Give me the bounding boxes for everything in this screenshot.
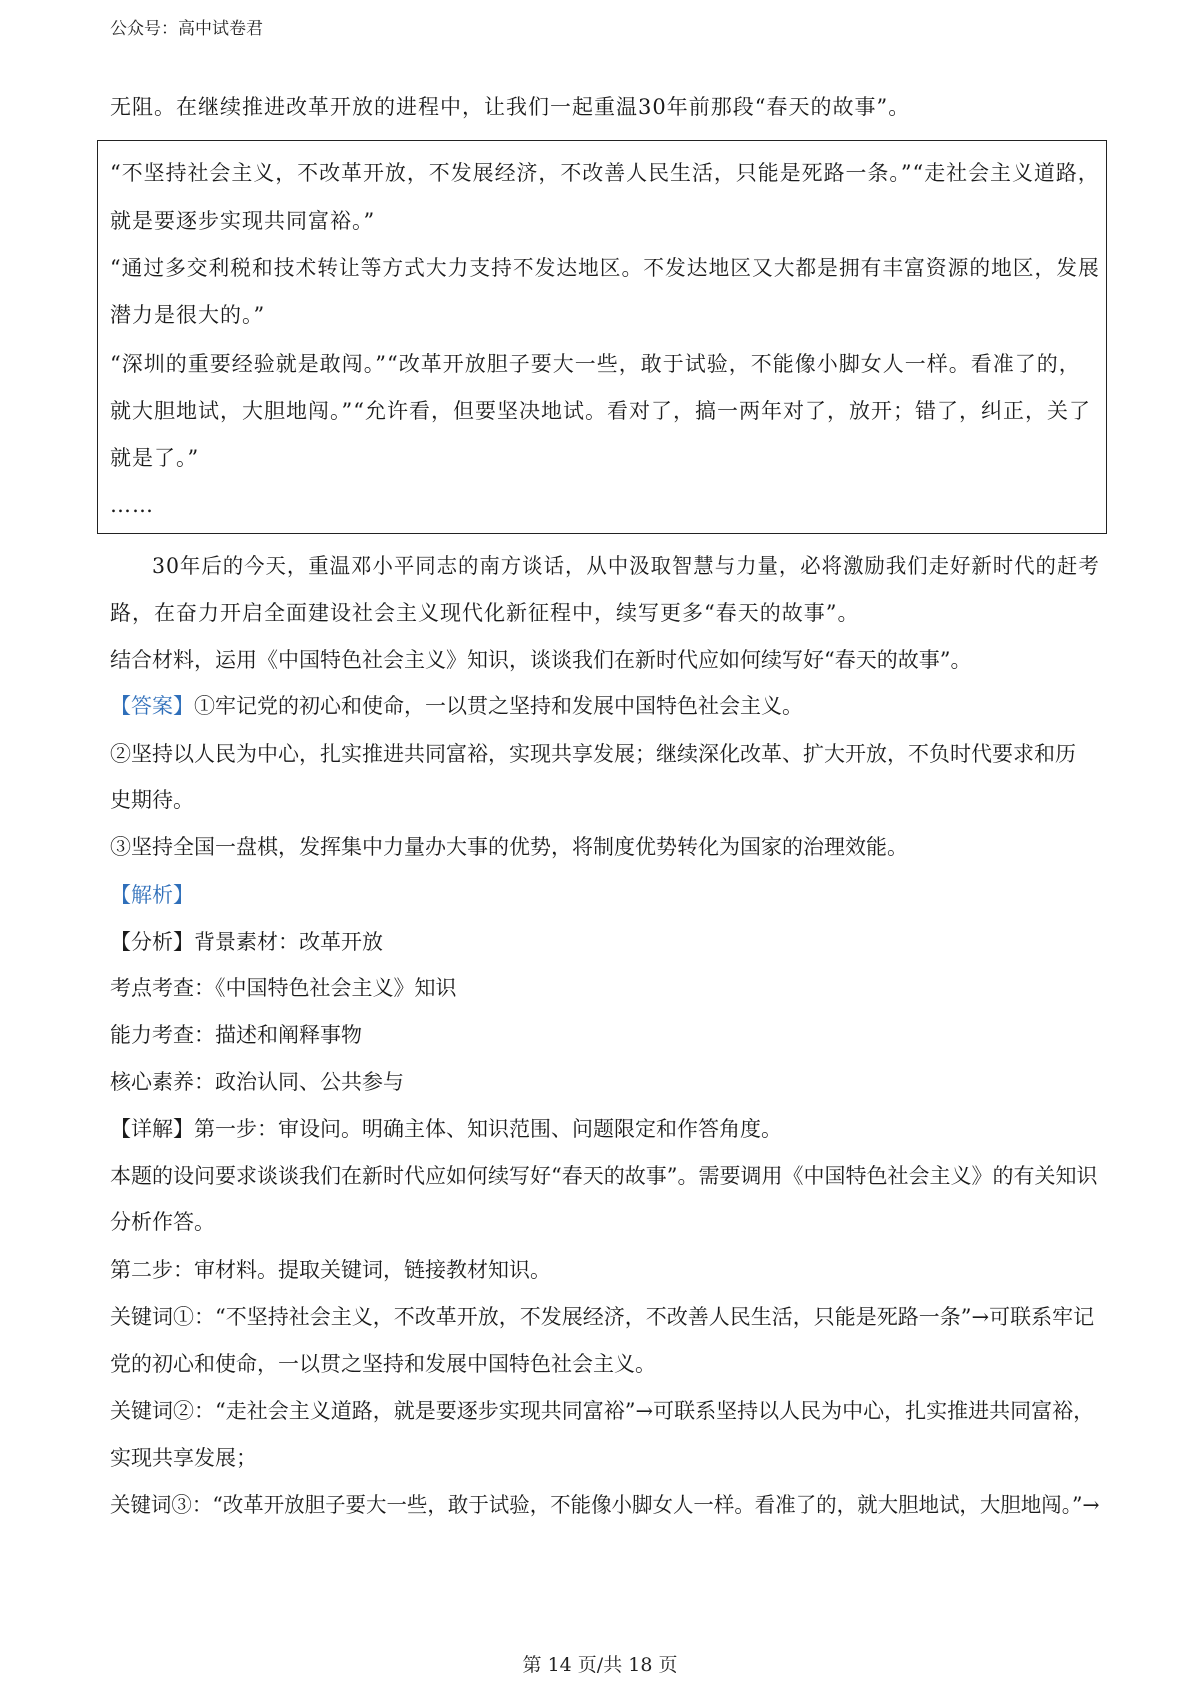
analysis-line: 关键词③：“改革开放胆子要大一些，敢于试验，不能像小脚女人一样。看准了的，就大胆地试，大胆地闯。”→ bbox=[110, 1493, 1100, 1517]
answer-item-3: ③坚持全国一盘棋，发挥集中力量办大事的优势，将制度优势转化为国家的治理效能。 bbox=[110, 835, 908, 859]
question-text: 结合材料，运用《中国特色社会主义》知识，谈谈我们在新时代应如何续写好“春天的故事”。 bbox=[110, 648, 972, 672]
analysis-line: 【详解】第一步：审设问。明确主体、知识范围、问题限定和作答角度。 bbox=[110, 1117, 782, 1141]
quote-line: “不坚持社会主义，不改革开放，不发展经济，不改善人民生活，只能是死路一条。”“走社会主义道路， bbox=[110, 161, 1100, 185]
answer-tag: 【答案】 bbox=[110, 694, 194, 718]
quote-line: 就大胆地试，大胆地闯。”“允许看，但要坚决地试。看对了，搞一两年对了，放开；错了，纠正，关了 bbox=[110, 399, 1091, 423]
analysis-line: 分析作答。 bbox=[110, 1210, 215, 1234]
analysis-line: 考点考查：《中国特色社会主义》知识 bbox=[110, 976, 457, 1000]
analysis-line: 【分析】背景素材：改革开放 bbox=[110, 930, 383, 954]
analysis-line: 实现共享发展； bbox=[110, 1446, 257, 1470]
answer-line bbox=[110, 691, 803, 721]
analysis-line: 党的初心和使命，一以贯之坚持和发展中国特色社会主义。 bbox=[110, 1352, 656, 1376]
answer-item-2: ②坚持以人民为中心，扎实推进共同富裕，实现共享发展；继续深化改革、扩大开放，不负时代要求和历 bbox=[110, 742, 1076, 766]
analysis-line: 核心素养：政治认同、公共参与 bbox=[110, 1070, 404, 1094]
quote-line: 就是要逐步实现共同富裕。” bbox=[110, 209, 376, 233]
analysis-line: 关键词②：“走社会主义道路，就是要逐步实现共同富裕”→可联系坚持以人民为中心，扎实推进共同富裕， bbox=[110, 1399, 1095, 1423]
quote-line: 潜力是很大的。” bbox=[110, 303, 266, 327]
analysis-line: 能力考查：描述和阐释事物 bbox=[110, 1023, 362, 1047]
watermark-header: 公众号：高中试卷君 bbox=[110, 19, 263, 39]
analysis-line: 第二步：审材料。提取关键词，链接教材知识。 bbox=[110, 1258, 551, 1282]
quote-ellipsis: …… bbox=[110, 493, 154, 517]
answer-item-2-cont: 史期待。 bbox=[110, 788, 194, 812]
analysis-line: 关键词①：“不坚持社会主义，不改革开放，不发展经济，不改善人民生活，只能是死路一条”→可联系牢记 bbox=[110, 1305, 1095, 1329]
intro-line: 无阻。在继续推进改革开放的进程中，让我们一起重温30年前那段“春天的故事”。 bbox=[110, 95, 911, 119]
analysis-line: 本题的设问要求谈谈我们在新时代应如何续写好“春天的故事”。需要调用《中国特色社会主义》的有关知识 bbox=[110, 1164, 1098, 1188]
page-number: 第 14 页/共 18 页 bbox=[522, 1654, 678, 1676]
analysis-tag: 【解析】 bbox=[110, 883, 194, 907]
quote-line: “深圳的重要经验就是敢闯。”“改革开放胆子要大一些，敢于试验，不能像小脚女人一样。看准了的， bbox=[110, 352, 1081, 376]
answer-item-1: ①牢记党的初心和使命，一以贯之坚持和发展中国特色社会主义。 bbox=[194, 694, 803, 718]
paragraph-line: 30年后的今天，重温邓小平同志的南方谈话，从中汲取智慧与力量，必将激励我们走好新时代的赶考 bbox=[152, 554, 1100, 578]
paragraph-line: 路，在奋力开启全面建设社会主义现代化新征程中，续写更多“春天的故事”。 bbox=[110, 601, 860, 625]
quote-line: 就是了。” bbox=[110, 446, 200, 470]
quote-box bbox=[97, 140, 1107, 534]
quote-line: “通过多交利税和技术转让等方式大力支持不发达地区。不发达地区又大都是拥有丰富资源的地区，发展 bbox=[110, 256, 1100, 280]
